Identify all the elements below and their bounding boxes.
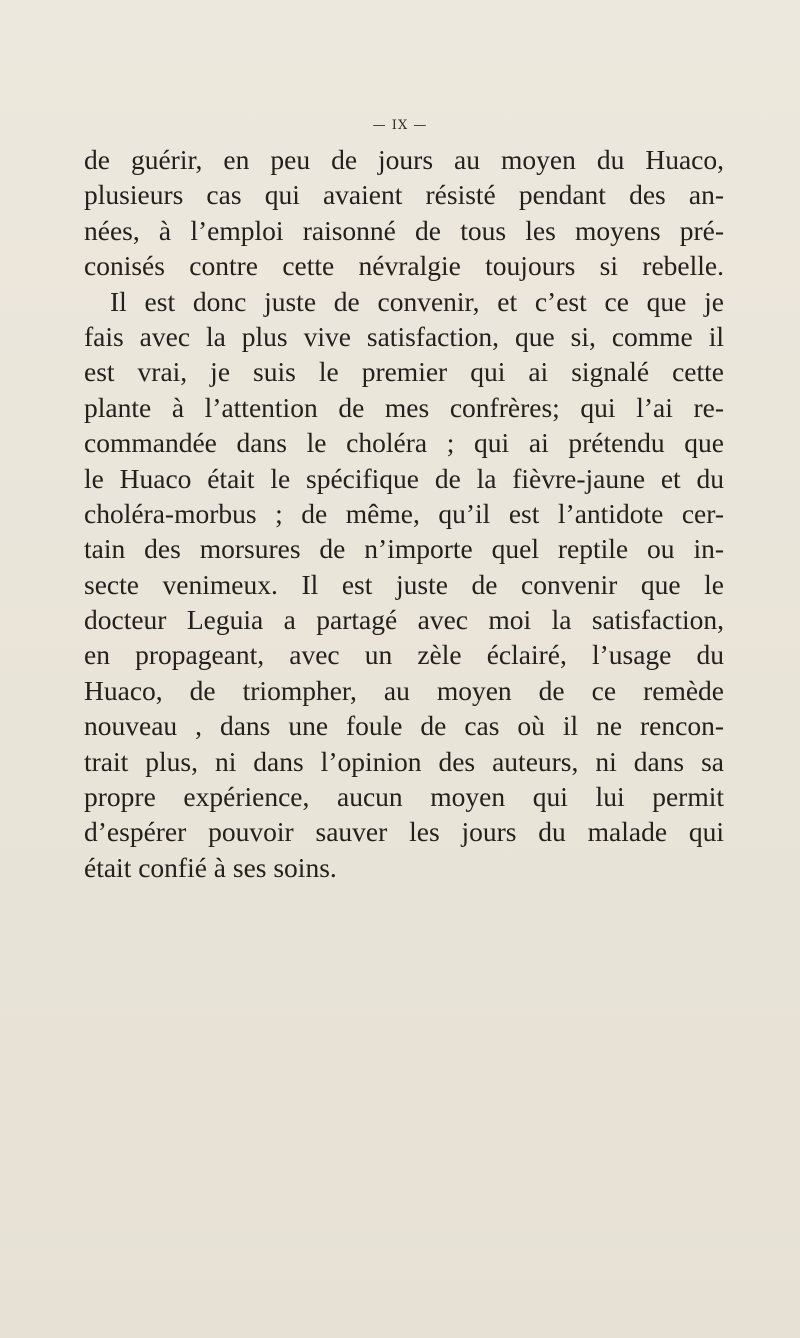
text-line: trait plus, ni dans l’opinion des auteurs, ni dans sa (84, 745, 724, 777)
text-line: choléra-morbus ; de même, qu’il est l’antidote cer- (84, 497, 724, 529)
text-line: plante à l’attention de mes confrères; qui l’ai re- (84, 391, 724, 423)
text-line: docteur Leguia a partagé avec moi la satisfaction, (84, 604, 724, 636)
text-line: de guérir, en peu de jours au moyen du Huaco, (84, 144, 724, 175)
page-number: — IX — (372, 118, 428, 133)
text-line: est vrai, je suis le premier qui ai signalé cette (84, 356, 724, 388)
text-line: en propageant, avec un zèle éclairé, l’usage du (84, 639, 724, 671)
text-line: était confié à ses soins. (84, 851, 337, 883)
text-line: tain des morsures de n’importe quel reptile ou in- (84, 533, 724, 565)
body-text (84, 142, 724, 885)
text-line: commandée dans le choléra ; qui ai prétendu que (84, 427, 724, 459)
text-line: Il est donc juste de convenir, et c’est ce que je (110, 285, 724, 317)
text-line: d’espérer pouvoir sauver les jours du malade qui (84, 816, 724, 848)
text-line: fais avec la plus vive satisfaction, que si, comme il (84, 320, 724, 352)
text-line: secte venimeux. Il est juste de convenir que le (84, 568, 724, 600)
text-line: nouveau , dans une foule de cas où il ne rencon- (84, 710, 724, 742)
text-line: le Huaco était le spécifique de la fièvre-jaune et du (84, 462, 724, 494)
text-line: plusieurs cas qui avaient résisté pendant des an- (84, 179, 724, 211)
text-line: propre expérience, aucun moyen qui lui permit (84, 781, 724, 813)
text-line: Huaco, de triompher, au moyen de ce remède (84, 674, 724, 706)
text-line: conisés contre cette névralgie toujours si rebelle. (84, 250, 724, 282)
text-line: nées, à l’emploi raisonné de tous les moyens pré- (84, 214, 724, 246)
